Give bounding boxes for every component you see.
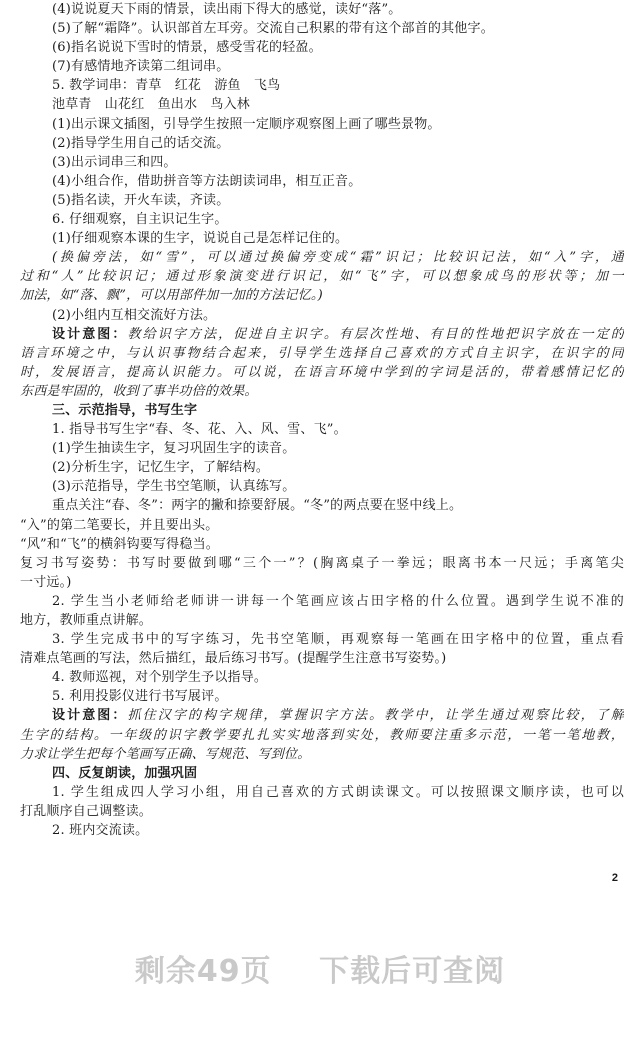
text-line: 打乱顺序自己调整读。 [20, 803, 153, 819]
text-line: 语言环境之中，与认识事物结合起来，引导学生选择自己喜欢的方式自主识字，在识字的同 [20, 345, 624, 361]
text-line: 2. 学生当小老师给老师讲一讲每一个笔画应该占田字格的什么位置。遇到学生说不准的 [52, 593, 624, 609]
text-line: 池草青 山花红 鱼出水 鸟入林 [52, 97, 251, 113]
text-line: (3)出示词串三和四。 [52, 154, 177, 170]
text-line: 四、反复朗读，加强巩固 [52, 765, 198, 781]
text-line: 时，发展语言，提高认识能力。可以说，在语言环境中学到的字词是活的，带着感情记忆的 [20, 364, 624, 380]
text-line: 三、示范指导，书写生字 [52, 402, 198, 418]
text-line: (1)仔细观察本课的生字，说说自己是怎样记住的。 [52, 231, 349, 247]
page-number: 2 [611, 872, 618, 884]
text-line: (1)出示课文插图，引导学生按照一定顺序观察图上画了哪些景物。 [52, 116, 441, 132]
text-line: 6. 仔细观察，自主识记生字。 [52, 212, 228, 228]
text-line: (5)了解“霜降”。认识部首左耳旁。交流自己积累的带有这个部首的其他字。 [52, 21, 494, 37]
text-line: 5. 教学词串：青草 红花 游鱼 飞鸟 [52, 78, 281, 94]
remaining-pages-text: 剩余49页 [134, 954, 272, 989]
text-line: 5. 利用投影仪进行书写展评。 [52, 689, 228, 705]
text-line: 1. 学生组成四人学习小组，用自己喜欢的方式朗读课文。可以按照课文顺序读，也可以 [52, 784, 624, 800]
text-line: 过和“人”比较识记；通过形象演变进行识记，如“飞”字，可以想象成鸟的形状等；加一 [20, 269, 624, 285]
design-intent-text: 教给识字方法，促进自主识字。有层次性地、有目的性地把识字放在一定的 [127, 326, 624, 342]
text-line: 生字的结构。一年级的识字教学要扎扎实实地落到实处，教师要注重多示范，一笔一笔地教， [20, 727, 624, 743]
text-line: (4)小组合作，借助拼音等方法朗读词串，相互正音。 [52, 173, 362, 189]
text-line: 一寸远。) [20, 574, 72, 590]
text-line: (5)指名读，开火车读，齐读。 [52, 192, 230, 208]
text-line: (1)学生抽读生字，复习巩固生字的读音。 [52, 441, 296, 457]
text-line: 重点关注“春、冬”：两字的撇和捺要舒展。“冬”的两点要在竖中线上。 [52, 498, 463, 514]
text-line: (3)示范指导，学生书空笔顺，认真练写。 [52, 479, 296, 495]
download-to-view-text: 下载后可查阅 [319, 954, 506, 989]
text-line: 2. 班内交流读。 [52, 823, 149, 839]
download-banner[interactable] [0, 946, 640, 990]
text-line: (4)说说夏天下雨的情景，读出雨下得大的感觉，读好“落”。 [52, 2, 402, 17]
text-line: 地方，教师重点讲解。 [20, 613, 153, 628]
text-line: (2)分析生字，记忆生字，了解结构。 [52, 460, 270, 476]
text-line [46, 325, 624, 344]
text-line: 3. 学生完成书中的写字练习，先书空笔顺，再观察每一笔画在田字格中的位置，重点看 [52, 632, 624, 648]
design-intent-label: 设计意图： [52, 326, 128, 342]
text-line: 复习书写姿势：书写时要做到哪“三个一”？(胸离桌子一拳远；眼离书本一尺远；手离笔尖 [20, 555, 624, 571]
text-line: (6)指名说说下雪时的情景，感受雪花的轻盈。 [52, 40, 322, 56]
text-line: (7)有感情地齐读第二组词串。 [52, 59, 230, 75]
text-line: (2)指导学生用自己的话交流。 [52, 135, 230, 151]
text-line: “入”的第二笔要长，并且要出头。 [20, 517, 219, 533]
text-line: 清难点笔画的写法，然后描红，最后练习书写。(提醒学生注意书写姿势。) [20, 651, 447, 667]
text-line: 东西是牢固的，收到了事半功倍的效果。 [20, 383, 258, 399]
design-intent-text: 抓住汉字的构字规律，掌握识字方法。教学中，让学生通过观察比较，了解 [127, 708, 624, 724]
text-line: 4. 教师巡视，对个别学生予以指导。 [52, 670, 268, 686]
text-line: 1. 指导书写生字“春、冬、花、入、风、雪、飞”。 [52, 422, 347, 438]
text-line: “风”和“飞”的横斜钩要写得稳当。 [20, 536, 219, 552]
text-line: (换偏旁法，如“雪”，可以通过换偏旁变成“霜”识记；比较识记法，如“入”字，通 [52, 250, 624, 266]
text-line: (2)小组内互相交流好方法。 [52, 307, 217, 323]
text-line: 加法，如“落、飘”，可以用部件加一加的方法记忆。) [20, 288, 323, 304]
document-body [20, 0, 624, 840]
design-intent-label: 设计意图： [52, 708, 128, 724]
text-line: 力求让学生把每个笔画写正确、写规范、写到位。 [20, 746, 311, 762]
text-line [46, 706, 624, 725]
